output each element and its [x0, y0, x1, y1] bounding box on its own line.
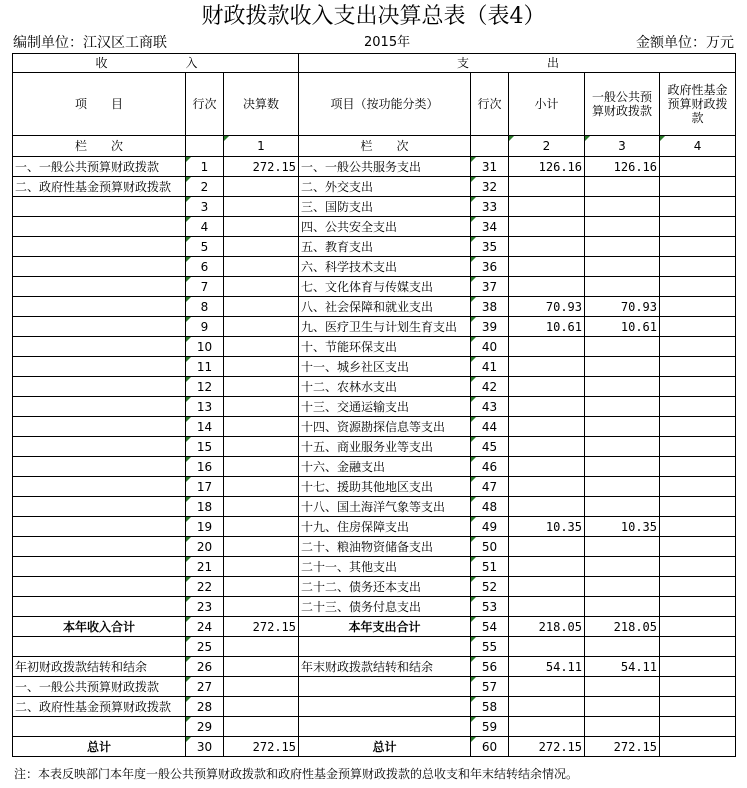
expense-gov-fund	[660, 317, 736, 337]
income-item	[13, 297, 186, 317]
income-item: 一、一般公共预算财政拨款	[13, 157, 186, 177]
income-line-no: 25	[186, 637, 224, 657]
income-amount	[224, 177, 299, 197]
table-row	[13, 477, 736, 497]
col-header-gov-fund: 政府性基金预算财政拨款	[660, 73, 736, 136]
expense-general-budget	[585, 457, 660, 477]
col-index-2: 2	[509, 136, 585, 157]
expense-line-no: 42	[471, 377, 509, 397]
expense-line-no: 43	[471, 397, 509, 417]
expense-gov-fund	[660, 737, 736, 757]
expense-line-no: 39	[471, 317, 509, 337]
expense-subtotal	[509, 577, 585, 597]
income-item	[13, 357, 186, 377]
table-row	[13, 397, 736, 417]
expense-item: 十二、农林水支出	[299, 377, 471, 397]
income-line-no: 15	[186, 437, 224, 457]
income-line-no: 20	[186, 537, 224, 557]
report-year: 2015年	[364, 35, 411, 50]
income-amount	[224, 397, 299, 417]
income-line-no: 8	[186, 297, 224, 317]
expense-gov-fund	[660, 677, 736, 697]
expense-line-no: 36	[471, 257, 509, 277]
table-row	[13, 357, 736, 377]
expense-line-no: 35	[471, 237, 509, 257]
expense-subtotal	[509, 557, 585, 577]
compiling-unit: 编制单位：江汉区工商联	[13, 35, 167, 51]
income-item	[13, 337, 186, 357]
expense-item	[299, 717, 471, 737]
income-line-no: 13	[186, 397, 224, 417]
expense-item: 二十一、其他支出	[299, 557, 471, 577]
expense-item: 二十三、债务付息支出	[299, 597, 471, 617]
expense-subtotal: 10.61	[509, 317, 585, 337]
income-line-no: 22	[186, 577, 224, 597]
expense-general-budget	[585, 537, 660, 557]
expense-item: 二十、粮油物资储备支出	[299, 537, 471, 557]
income-amount	[224, 657, 299, 677]
expense-gov-fund	[660, 637, 736, 657]
expense-general-budget: 218.05	[585, 617, 660, 637]
expense-general-budget: 272.15	[585, 737, 660, 757]
col-index-3: 3	[585, 136, 660, 157]
table-row	[13, 277, 736, 297]
expense-item: 一、一般公共服务支出	[299, 157, 471, 177]
expense-item: 十七、援助其他地区支出	[299, 477, 471, 497]
table-row	[13, 317, 736, 337]
expense-gov-fund	[660, 457, 736, 477]
income-amount	[224, 217, 299, 237]
expense-item: 十八、国土海洋气象等支出	[299, 497, 471, 517]
expense-general-budget	[585, 237, 660, 257]
header-row-groups	[13, 54, 736, 73]
expense-subtotal: 218.05	[509, 617, 585, 637]
income-amount	[224, 457, 299, 477]
income-item	[13, 597, 186, 617]
table-row	[13, 737, 736, 757]
income-amount	[224, 597, 299, 617]
table-row	[13, 637, 736, 657]
income-amount	[224, 717, 299, 737]
expense-item: 十四、资源勘探信息等支出	[299, 417, 471, 437]
col-index-label-2: 栏 次	[299, 136, 471, 157]
income-item	[13, 457, 186, 477]
table-row	[13, 237, 736, 257]
table-row	[13, 597, 736, 617]
expense-gov-fund	[660, 617, 736, 637]
expense-line-no: 55	[471, 637, 509, 657]
table-row	[13, 697, 736, 717]
footnote: 注：本表反映部门本年度一般公共预算财政拨款和政府性基金预算财政拨款的总收支和年末结转结余情况。	[14, 767, 579, 781]
expense-general-budget	[585, 557, 660, 577]
income-amount	[224, 677, 299, 697]
income-amount	[224, 377, 299, 397]
expense-line-no: 56	[471, 657, 509, 677]
expense-gov-fund	[660, 337, 736, 357]
income-line-no: 24	[186, 617, 224, 637]
expense-gov-fund	[660, 197, 736, 217]
expense-item: 九、医疗卫生与计划生育支出	[299, 317, 471, 337]
expense-item: 七、文化体育与传媒支出	[299, 277, 471, 297]
income-line-no: 12	[186, 377, 224, 397]
col-header-item-by-function: 项目（按功能分类）	[299, 73, 471, 136]
header-row-columns	[13, 73, 736, 136]
expense-general-budget	[585, 197, 660, 217]
expense-subtotal	[509, 357, 585, 377]
income-item	[13, 537, 186, 557]
col-header-line-no: 行次	[186, 73, 224, 136]
table-row	[13, 717, 736, 737]
income-line-no: 16	[186, 457, 224, 477]
expense-general-budget: 126.16	[585, 157, 660, 177]
income-line-no: 2	[186, 177, 224, 197]
income-amount: 272.15	[224, 617, 299, 637]
table-row	[13, 377, 736, 397]
expense-subtotal	[509, 637, 585, 657]
expense-general-budget	[585, 577, 660, 597]
expense-gov-fund	[660, 517, 736, 537]
expense-subtotal	[509, 597, 585, 617]
income-amount	[224, 497, 299, 517]
income-item	[13, 497, 186, 517]
expense-item	[299, 697, 471, 717]
budget-summary-table	[12, 53, 736, 757]
expense-subtotal	[509, 237, 585, 257]
expense-general-budget	[585, 437, 660, 457]
income-amount	[224, 357, 299, 377]
income-amount	[224, 237, 299, 257]
income-item	[13, 257, 186, 277]
table-row	[13, 297, 736, 317]
expense-line-no: 57	[471, 677, 509, 697]
expense-item: 年末财政拨款结转和结余	[299, 657, 471, 677]
expense-line-no: 37	[471, 277, 509, 297]
income-item: 总计	[13, 737, 186, 757]
expense-item: 二、外交支出	[299, 177, 471, 197]
expense-gov-fund	[660, 497, 736, 517]
expense-gov-fund	[660, 537, 736, 557]
expense-line-no: 48	[471, 497, 509, 517]
expense-general-budget	[585, 717, 660, 737]
expense-item: 四、公共安全支出	[299, 217, 471, 237]
expense-gov-fund	[660, 237, 736, 257]
table-row	[13, 337, 736, 357]
expense-line-no: 52	[471, 577, 509, 597]
expense-subtotal	[509, 337, 585, 357]
expense-general-budget	[585, 497, 660, 517]
expense-item: 十一、城乡社区支出	[299, 357, 471, 377]
expense-item: 本年支出合计	[299, 617, 471, 637]
expense-gov-fund	[660, 397, 736, 417]
income-amount	[224, 517, 299, 537]
income-line-no: 27	[186, 677, 224, 697]
expense-line-no: 45	[471, 437, 509, 457]
expense-subtotal	[509, 437, 585, 457]
income-line-no: 18	[186, 497, 224, 517]
income-line-no: 7	[186, 277, 224, 297]
expense-subtotal	[509, 397, 585, 417]
income-item	[13, 317, 186, 337]
expense-gov-fund	[660, 377, 736, 397]
income-line-no: 14	[186, 417, 224, 437]
expense-subtotal	[509, 277, 585, 297]
col-index-4: 4	[660, 136, 736, 157]
table-row	[13, 197, 736, 217]
expense-gov-fund	[660, 697, 736, 717]
expense-general-budget	[585, 257, 660, 277]
col-index-empty-2	[471, 136, 509, 157]
income-item	[13, 217, 186, 237]
income-amount	[224, 477, 299, 497]
expense-subtotal: 272.15	[509, 737, 585, 757]
expense-general-budget	[585, 597, 660, 617]
expense-gov-fund	[660, 177, 736, 197]
expense-general-budget: 10.61	[585, 317, 660, 337]
income-item	[13, 237, 186, 257]
expense-general-budget	[585, 697, 660, 717]
income-amount	[224, 277, 299, 297]
expense-line-no: 60	[471, 737, 509, 757]
expense-general-budget	[585, 477, 660, 497]
income-line-no: 17	[186, 477, 224, 497]
income-line-no: 30	[186, 737, 224, 757]
expense-gov-fund	[660, 717, 736, 737]
income-amount: 272.15	[224, 157, 299, 177]
expense-general-budget	[585, 637, 660, 657]
expense-subtotal	[509, 177, 585, 197]
expense-line-no: 32	[471, 177, 509, 197]
expense-item: 八、社会保障和就业支出	[299, 297, 471, 317]
expense-item: 十、节能环保支出	[299, 337, 471, 357]
income-line-no: 1	[186, 157, 224, 177]
income-amount	[224, 197, 299, 217]
income-line-no: 4	[186, 217, 224, 237]
expense-general-budget	[585, 277, 660, 297]
expense-subtotal	[509, 537, 585, 557]
income-amount	[224, 557, 299, 577]
income-amount	[224, 637, 299, 657]
income-line-no: 23	[186, 597, 224, 617]
table-row	[13, 437, 736, 457]
income-item: 一、一般公共预算财政拨款	[13, 677, 186, 697]
expense-general-budget: 10.35	[585, 517, 660, 537]
col-header-final-amount: 决算数	[224, 73, 299, 136]
col-header-subtotal: 小计	[509, 73, 585, 136]
income-item	[13, 637, 186, 657]
income-item	[13, 557, 186, 577]
expense-gov-fund	[660, 357, 736, 377]
expense-line-no: 31	[471, 157, 509, 177]
expense-line-no: 54	[471, 617, 509, 637]
expense-item: 十五、商业服务业等支出	[299, 437, 471, 457]
income-line-no: 28	[186, 697, 224, 717]
expense-gov-fund	[660, 157, 736, 177]
income-item	[13, 517, 186, 537]
expense-general-budget	[585, 217, 660, 237]
expense-line-no: 50	[471, 537, 509, 557]
table-row	[13, 257, 736, 277]
table-row	[13, 497, 736, 517]
report-title: 财政拨款收入支出决算总表（表4）	[201, 4, 546, 29]
expense-subtotal: 70.93	[509, 297, 585, 317]
income-item: 二、政府性基金预算财政拨款	[13, 177, 186, 197]
income-item	[13, 577, 186, 597]
expense-general-budget	[585, 177, 660, 197]
expense-subtotal	[509, 677, 585, 697]
expense-subtotal	[509, 717, 585, 737]
income-item: 年初财政拨款结转和结余	[13, 657, 186, 677]
expense-line-no: 44	[471, 417, 509, 437]
income-amount	[224, 437, 299, 457]
expense-line-no: 33	[471, 197, 509, 217]
expense-line-no: 38	[471, 297, 509, 317]
expense-general-budget: 54.11	[585, 657, 660, 677]
income-group-header: 收 入	[13, 54, 299, 73]
table-row	[13, 577, 736, 597]
expense-subtotal: 10.35	[509, 517, 585, 537]
table-row	[13, 557, 736, 577]
expense-gov-fund	[660, 437, 736, 457]
income-item	[13, 397, 186, 417]
income-amount	[224, 697, 299, 717]
expense-item: 五、教育支出	[299, 237, 471, 257]
col-header-general-budget: 一般公共预算财政拨款	[585, 73, 660, 136]
expense-line-no: 51	[471, 557, 509, 577]
table-row	[13, 217, 736, 237]
expense-subtotal	[509, 257, 585, 277]
expense-group-header: 支 出	[299, 54, 736, 73]
income-line-no: 11	[186, 357, 224, 377]
expense-gov-fund	[660, 657, 736, 677]
income-item: 本年收入合计	[13, 617, 186, 637]
col-header-item: 项 目	[13, 73, 186, 136]
expense-line-no: 41	[471, 357, 509, 377]
expense-gov-fund	[660, 257, 736, 277]
expense-line-no: 40	[471, 337, 509, 357]
expense-general-budget	[585, 397, 660, 417]
income-line-no: 5	[186, 237, 224, 257]
income-amount	[224, 257, 299, 277]
income-item	[13, 717, 186, 737]
expense-gov-fund	[660, 477, 736, 497]
expense-item: 十三、交通运输支出	[299, 397, 471, 417]
expense-item: 十六、金融支出	[299, 457, 471, 477]
income-amount	[224, 337, 299, 357]
expense-subtotal	[509, 417, 585, 437]
expense-subtotal	[509, 457, 585, 477]
expense-gov-fund	[660, 277, 736, 297]
table-row	[13, 517, 736, 537]
expense-line-no: 59	[471, 717, 509, 737]
expense-gov-fund	[660, 597, 736, 617]
income-amount	[224, 317, 299, 337]
income-item	[13, 437, 186, 457]
income-item	[13, 417, 186, 437]
income-amount	[224, 417, 299, 437]
expense-line-no: 58	[471, 697, 509, 717]
expense-gov-fund	[660, 297, 736, 317]
header-row-column-index	[13, 136, 736, 157]
income-line-no: 10	[186, 337, 224, 357]
expense-item	[299, 637, 471, 657]
table-row	[13, 417, 736, 437]
expense-line-no: 46	[471, 457, 509, 477]
income-item	[13, 477, 186, 497]
expense-line-no: 47	[471, 477, 509, 497]
col-header-line-no-2: 行次	[471, 73, 509, 136]
expense-item: 总计	[299, 737, 471, 757]
expense-subtotal: 126.16	[509, 157, 585, 177]
income-line-no: 26	[186, 657, 224, 677]
table-row	[13, 457, 736, 477]
expense-gov-fund	[660, 217, 736, 237]
expense-item: 十九、住房保障支出	[299, 517, 471, 537]
expense-item: 二十二、债务还本支出	[299, 577, 471, 597]
expense-item: 三、国防支出	[299, 197, 471, 217]
expense-gov-fund	[660, 557, 736, 577]
table-row	[13, 537, 736, 557]
expense-gov-fund	[660, 417, 736, 437]
table-row	[13, 177, 736, 197]
expense-general-budget	[585, 677, 660, 697]
expense-general-budget	[585, 417, 660, 437]
expense-item	[299, 677, 471, 697]
expense-general-budget	[585, 337, 660, 357]
expense-subtotal	[509, 377, 585, 397]
income-line-no: 29	[186, 717, 224, 737]
amount-unit: 金额单位：万元	[636, 35, 734, 51]
expense-item: 六、科学技术支出	[299, 257, 471, 277]
table-row	[13, 157, 736, 177]
expense-subtotal	[509, 497, 585, 517]
expense-gov-fund	[660, 577, 736, 597]
income-amount	[224, 297, 299, 317]
expense-general-budget	[585, 357, 660, 377]
income-line-no: 3	[186, 197, 224, 217]
income-item: 二、政府性基金预算财政拨款	[13, 697, 186, 717]
income-line-no: 19	[186, 517, 224, 537]
income-item	[13, 277, 186, 297]
table-row	[13, 677, 736, 697]
expense-subtotal	[509, 477, 585, 497]
col-index-label: 栏 次	[13, 136, 186, 157]
income-item	[13, 197, 186, 217]
expense-line-no: 34	[471, 217, 509, 237]
income-amount: 272.15	[224, 737, 299, 757]
income-line-no: 9	[186, 317, 224, 337]
expense-general-budget	[585, 377, 660, 397]
expense-subtotal	[509, 197, 585, 217]
col-index-empty	[186, 136, 224, 157]
expense-subtotal: 54.11	[509, 657, 585, 677]
income-amount	[224, 537, 299, 557]
expense-line-no: 53	[471, 597, 509, 617]
income-line-no: 21	[186, 557, 224, 577]
table-row	[13, 617, 736, 637]
income-item	[13, 377, 186, 397]
expense-subtotal	[509, 217, 585, 237]
income-amount	[224, 577, 299, 597]
income-line-no: 6	[186, 257, 224, 277]
expense-line-no: 49	[471, 517, 509, 537]
col-index-1: 1	[224, 136, 299, 157]
table-row	[13, 657, 736, 677]
expense-subtotal	[509, 697, 585, 717]
expense-general-budget: 70.93	[585, 297, 660, 317]
